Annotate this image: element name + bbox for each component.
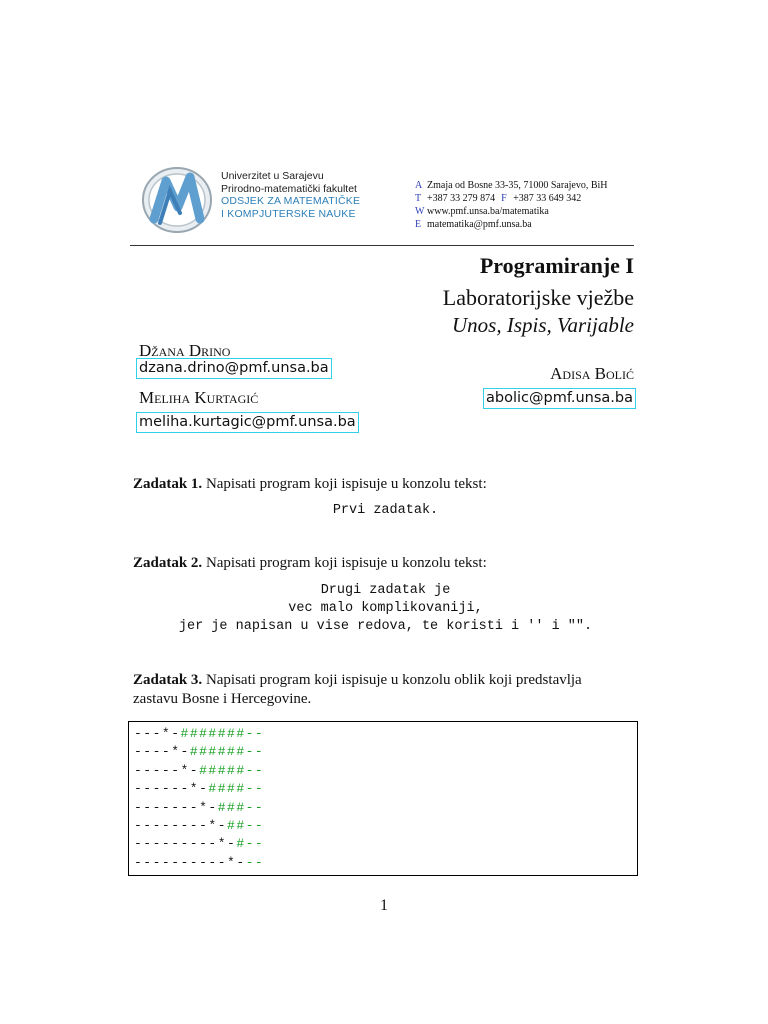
contact-block — [415, 179, 608, 231]
task-1 — [133, 475, 638, 494]
task-text: Napisati program koji ispisuje u konzolu oblik koji predstavlja — [205, 672, 582, 688]
header-divider — [130, 245, 634, 246]
output-line: Drugi zadatak je — [320, 583, 451, 598]
task-3 — [133, 671, 638, 709]
course-title: Programiranje I — [479, 253, 634, 278]
author-name: Džana Drino — [139, 341, 231, 360]
author-email-link[interactable]: abolic@pmf.unsa.ba — [483, 388, 636, 409]
university-name: Univerzitet u Sarajevu — [221, 170, 324, 182]
page-number: 1 — [380, 897, 388, 914]
flag-line: ------*-####-- — [134, 781, 265, 797]
task-text: Napisati program koji ispisuje u konzolu tekst: — [205, 476, 487, 492]
document-type: Laboratorijske vježbe — [442, 285, 634, 310]
output-line: vec malo komplikovaniji, — [288, 601, 483, 616]
contact-email: E matematika@pmf.unsa.ba — [415, 219, 532, 230]
output-line: jer je napisan u vise redova, te koristi i '' i "". — [178, 619, 593, 634]
task-2-output — [133, 582, 638, 636]
flag-output-box — [128, 721, 638, 876]
faculty-name: Prirodno-matematički fakultet — [221, 182, 357, 195]
task-label: Zadatak 1. — [133, 476, 203, 492]
task-label: Zadatak 3. — [133, 672, 203, 688]
logo-text — [221, 170, 360, 220]
flag-line: ---*-#######-- — [134, 726, 265, 741]
task-1-output: Prvi zadatak. — [332, 503, 439, 518]
task-2 — [133, 554, 638, 573]
flag-line: -------*-###-- — [134, 799, 265, 815]
author-name: Meliha Kurtagić — [139, 388, 259, 407]
flag-line: ----*-######-- — [134, 744, 265, 760]
contact-address: A Zmaja od Bosne 33-35, 71000 Sarajevo, BiH — [415, 180, 608, 191]
flag-line: --------*-##-- — [134, 818, 265, 834]
document-topic: Unos, Ispis, Varijable — [451, 313, 634, 337]
university-logo — [140, 163, 218, 235]
flag-line: -----*-#####-- — [134, 762, 265, 778]
contact-phone-fax: T +387 33 279 874 F +387 33 649 342 — [415, 193, 582, 204]
flag-line: ---------*-#-- — [134, 836, 265, 852]
department-line-2: I KOMPJUTERSKE NAUKE — [221, 207, 356, 220]
department-line-1: ODSJEK ZA MATEMATIČKE — [221, 195, 361, 207]
author-name: Adisa Bolić — [550, 364, 634, 383]
task-text: Napisati program koji ispisuje u konzolu tekst: — [205, 555, 487, 571]
task-text: zastavu Bosne i Hercegovine. — [133, 691, 312, 707]
flag-lines — [134, 725, 264, 872]
task-label: Zadatak 2. — [133, 555, 203, 571]
author-email-link[interactable]: meliha.kurtagic@pmf.unsa.ba — [136, 412, 359, 433]
contact-web: W www.pmf.unsa.ba/matematika — [415, 206, 549, 217]
author-email-link[interactable]: dzana.drino@pmf.unsa.ba — [136, 358, 332, 379]
flag-line: ----------*--- — [134, 854, 265, 870]
